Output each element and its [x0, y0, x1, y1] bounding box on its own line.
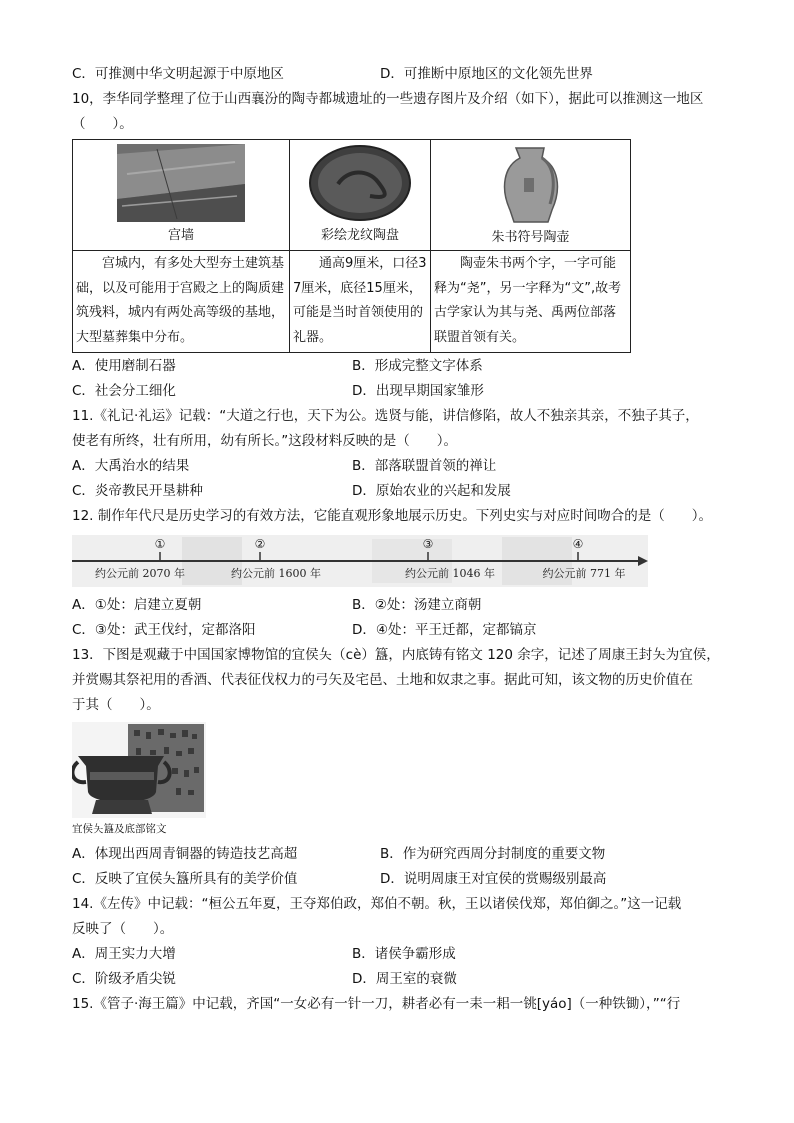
palace-wall-photo [117, 144, 245, 222]
q13-option-d[interactable]: D．说明周康王对宜侯的赏赐级别最高 [380, 871, 607, 887]
timeline-date-1: 约公元前 2070 年 [95, 567, 185, 580]
q10-option-b[interactable]: B．形成完整文字体系 [352, 358, 483, 374]
q11-stem-line2: 使老有所终，壮有所用，幼有所长。”这段材料反映的是（ ）。 [72, 433, 457, 449]
palace-wall-cell [73, 140, 290, 251]
q12-option-b[interactable]: B．②处：汤建立商朝 [352, 597, 482, 613]
vessel-caption: 朱书符号陶壶 [491, 230, 570, 245]
inscribed-pot-photo [498, 144, 564, 224]
q9-option-d[interactable]: D．可推断中原地区的文化领先世界 [380, 66, 593, 82]
q13-options-cd [72, 867, 732, 892]
vessel-desc: 陶壶朱书两个字，一字可能释为“尧”，另一字释为“文”,故考古学家认为其与尧、禹两位部落联盟首领有关。 [431, 251, 631, 353]
q14-option-b[interactable]: B．诸侯争霸形成 [352, 946, 456, 962]
dragon-plate-desc: 通高9厘米，口径37厘米，底径15厘米，可能是当时首领使用的礼器。 [290, 251, 431, 353]
q12-options-ab [72, 593, 732, 618]
q13-option-a[interactable]: A．体现出西周青铜器的铸造技艺高超 [72, 846, 298, 862]
bronze-gui-caption: 宜侯夨簋及底部铭文 [72, 823, 167, 835]
q9-options-cd [72, 62, 732, 87]
q10-stem-line1: 10，李华同学整理了位于山西襄汾的陶寺都城遗址的一些遗存图片及介绍（如下），据此可以推测这一地区 [72, 91, 704, 107]
q12-option-a[interactable]: A．①处：启建立夏朝 [72, 597, 202, 613]
q14-options-ab [72, 942, 732, 967]
vessel-cell [431, 140, 631, 251]
q10-relics-table [72, 139, 631, 353]
q14-options-cd [72, 967, 732, 992]
q10-option-d[interactable]: D．出现早期国家雏形 [352, 383, 484, 399]
bronze-gui-photo [72, 722, 206, 818]
q15-stem-line1: 15.《管子·海王篇》中记载，齐国“一女必有一针一刀，耕者必有一耒一耜一铫[yáo]（一种铁锄），”“行 [72, 996, 681, 1012]
q12-option-d[interactable]: D．④处：平王迁都，定都镐京 [352, 622, 537, 638]
q11-option-a[interactable]: A．大禹治水的结果 [72, 458, 190, 474]
q13-stem-line3: 于其（ ）。 [72, 697, 160, 713]
timeline-marker-1-label: ① [154, 537, 166, 551]
q13-stem-line2: 并赏赐其祭祀用的香酒、代表征伐权力的弓矢及宅邑、土地和奴隶之事。据此可知，该文物的历史价值在 [72, 672, 693, 688]
q13-option-c[interactable]: C．反映了宜侯夨簋所具有的美学价值 [72, 871, 298, 887]
timeline-marker-4-label: ④ [572, 537, 584, 551]
q10-options-ab [72, 354, 732, 379]
q10-option-c[interactable]: C．社会分工细化 [72, 383, 176, 399]
q12-options-cd [72, 618, 732, 643]
palace-wall-caption: 宫墙 [167, 228, 194, 243]
dragon-plate-photo [308, 144, 412, 222]
q14-option-d[interactable]: D．周王室的衰微 [352, 971, 457, 987]
q14-option-a[interactable]: A．周王实力大增 [72, 946, 176, 962]
q14-stem-line1: 14.《左传》中记载：“桓公五年夏，王夺郑伯政，郑伯不朝。秋，王以诸侯伐郑，郑伯御之。”这一记载 [72, 896, 682, 912]
q14-stem-line2: 反映了（ ）。 [72, 921, 174, 937]
q10-stem-line2: （ ）。 [72, 116, 133, 132]
q11-option-d[interactable]: D．原始农业的兴起和发展 [352, 483, 511, 499]
q13-stem-line1: 13．下图是观藏于中国国家博物馆的宜侯夨（cè）簋，内底铸有铭文 120 余字，记述了周康王封夨为宜侯， [72, 647, 720, 663]
palace-wall-desc: 宫城内，有多处大型夯土建筑基础，以及可能用于宫殿之上的陶质建筑残料，城内有两处高等级的基地，大型墓葬集中分布。 [73, 251, 290, 353]
q10-option-a[interactable]: A．使用磨制石器 [72, 358, 176, 374]
q13-option-b[interactable]: B．作为研究西周分封制度的重要文物 [380, 846, 606, 862]
timeline-ruler [72, 535, 648, 587]
q10-options-cd [72, 379, 732, 404]
q11-stem-line1: 11.《礼记·礼运》记载：“大道之行也，天下为公。选贤与能，讲信修陷，故人不独亲其亲，不独子其子， [72, 408, 699, 424]
dragon-plate-caption: 彩绘龙纹陶盘 [320, 228, 399, 243]
q11-option-c[interactable]: C．炎帝教民开垦耕种 [72, 483, 203, 499]
exam-page [72, 62, 732, 1017]
timeline-date-3: 约公元前 1046 年 [405, 567, 495, 580]
dragon-plate-cell [290, 140, 431, 251]
timeline-marker-3-label: ③ [422, 537, 434, 551]
q12-stem: 12. 制作年代尺是历史学习的有效方法，它能直观形象地展示历史。下列史实与对应时间吻合的是（ ）。 [72, 508, 713, 524]
q14-option-c[interactable]: C．阶级矛盾尖锐 [72, 971, 176, 987]
q11-options-cd [72, 479, 732, 504]
q13-options-ab [72, 842, 732, 867]
q11-option-b[interactable]: B．部落联盟首领的禅让 [352, 458, 497, 474]
timeline-date-4: 约公元前 771 年 [542, 567, 626, 580]
q12-option-c[interactable]: C．③处：武王伐纣，定都洛阳 [72, 622, 256, 638]
q11-options-ab [72, 454, 732, 479]
q9-option-c[interactable]: C．可推测中华文明起源于中原地区 [72, 66, 284, 82]
timeline-marker-2-label: ② [254, 537, 266, 551]
timeline-date-2: 约公元前 1600 年 [231, 567, 321, 580]
